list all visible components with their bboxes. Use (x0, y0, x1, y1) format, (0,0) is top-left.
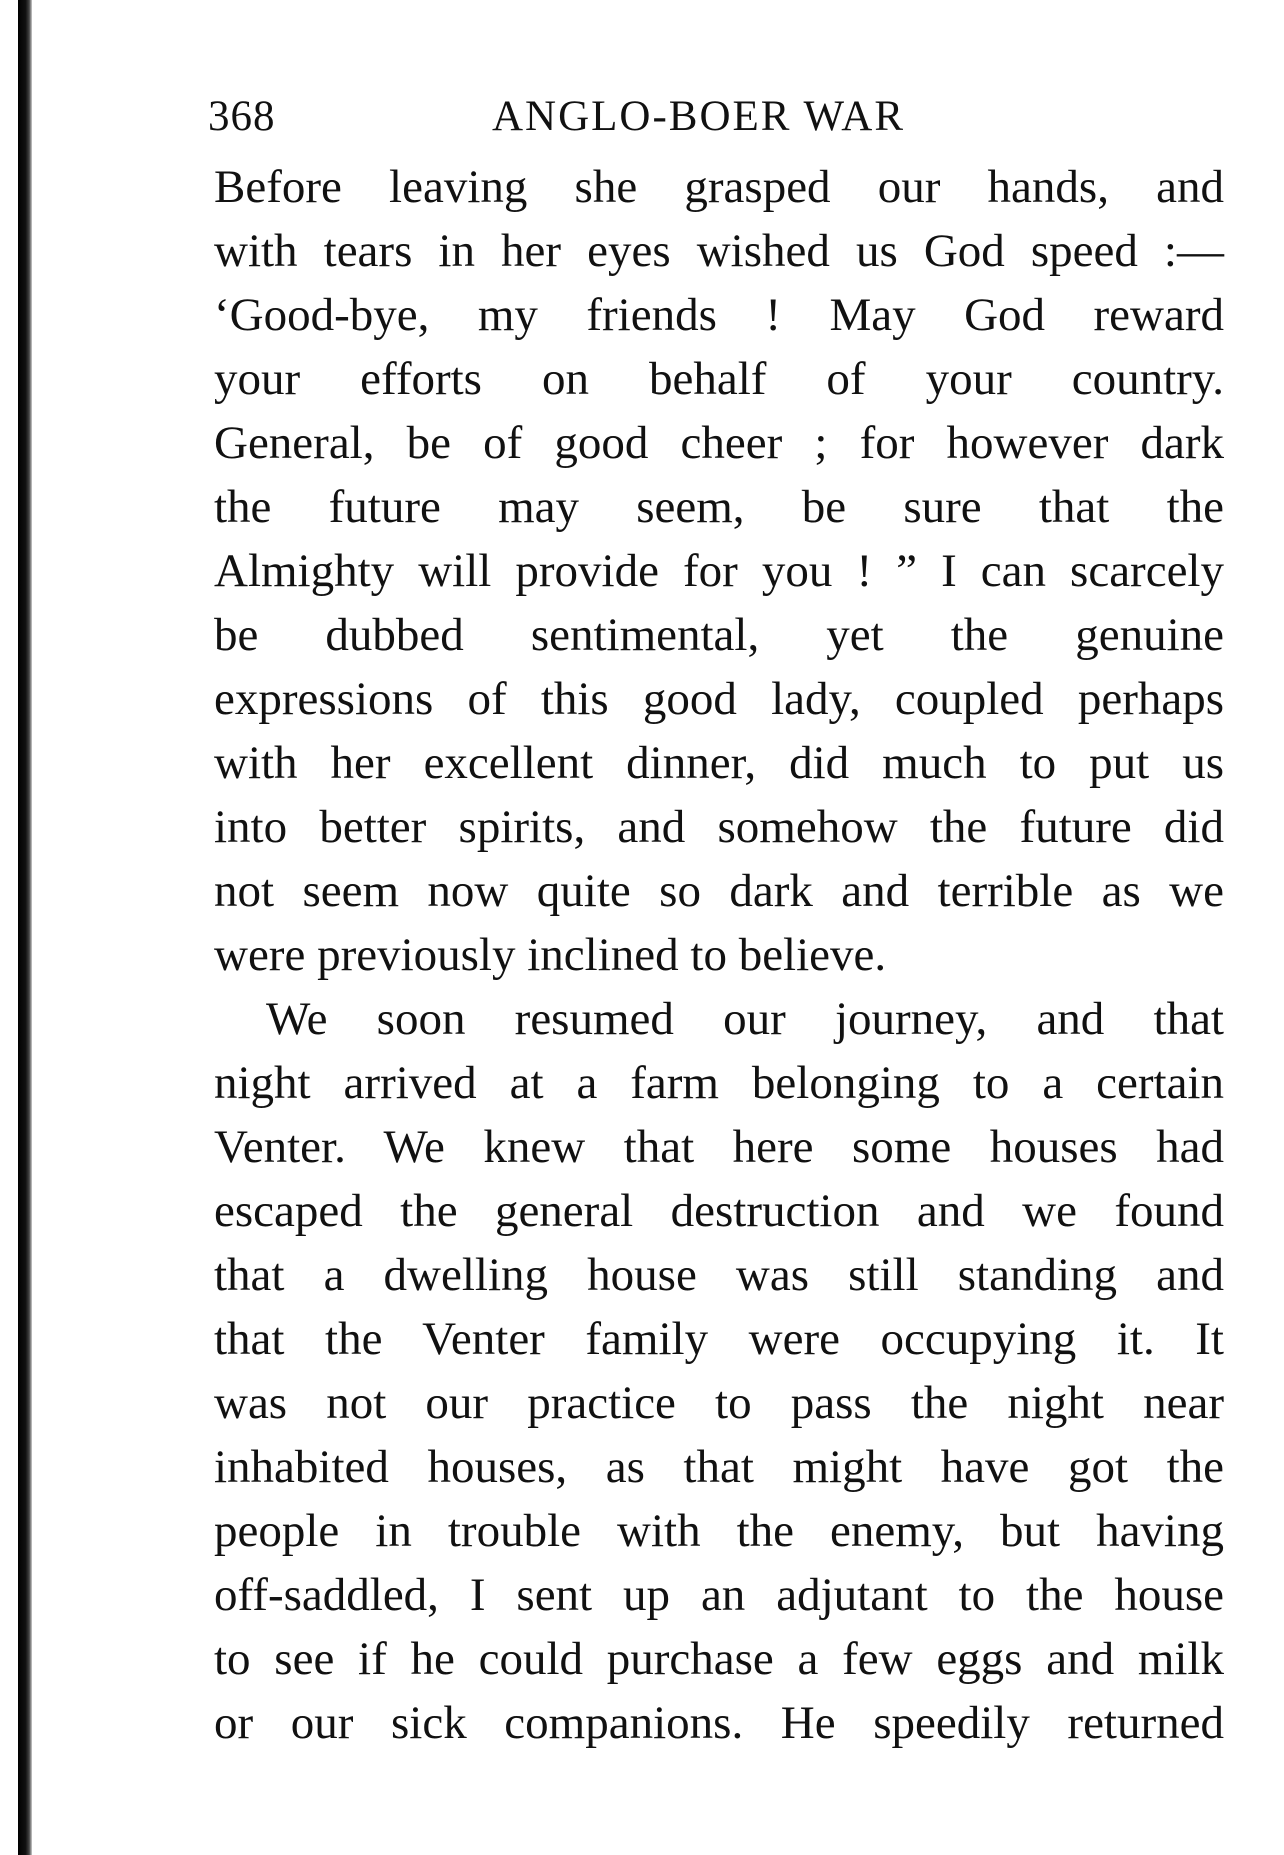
text-line: with tears in her eyes wished us God speed :— (214, 225, 1224, 277)
text-line: your efforts on behalf of your country. (214, 353, 1224, 405)
text-line: was not our practice to pass the night near (214, 1377, 1224, 1429)
text-line: expressions of this good lady, coupled perhaps (214, 673, 1224, 725)
text-line: that the Venter family were occupying it. It (214, 1313, 1224, 1365)
text-line: be dubbed sentimental, yet the genuine (214, 609, 1224, 661)
text-line: night arrived at a farm belonging to a certain (214, 1057, 1224, 1109)
running-head (208, 92, 1008, 152)
text-line: ‘Good-bye, my friends ! May God reward (214, 289, 1224, 341)
text-line: the future may seem, be sure that the (214, 481, 1224, 533)
text-line: off-saddled, I sent up an adjutant to the house (214, 1569, 1224, 1621)
text-line: to see if he could purchase a few eggs and milk (214, 1633, 1224, 1685)
running-title: ANGLO-BOER WAR (492, 93, 906, 140)
text-line: that a dwelling house was still standing and (214, 1249, 1224, 1301)
body-text (214, 155, 1224, 1755)
text-line: into better spirits, and somehow the future did (214, 801, 1224, 853)
text-line: inhabited houses, as that might have got the (214, 1441, 1224, 1493)
page-number: 368 (208, 93, 276, 140)
text-line: with her excellent dinner, did much to put us (214, 737, 1224, 789)
text-line: Almighty will provide for you ! ” I can scarcely (214, 545, 1224, 597)
text-line: Before leaving she grasped our hands, and (214, 161, 1224, 213)
text-line: Venter. We knew that here some houses had (214, 1121, 1224, 1173)
text-line: escaped the general destruction and we found (214, 1185, 1224, 1237)
text-line: General, be of good cheer ; for however dark (214, 417, 1224, 469)
text-line: not seem now quite so dark and terrible as we (214, 865, 1224, 917)
text-line: We soon resumed our journey, and that (266, 993, 1224, 1045)
text-line: were previously inclined to believe. (214, 929, 887, 981)
page-binding-shadow (18, 0, 32, 1855)
text-line: people in trouble with the enemy, but having (214, 1505, 1224, 1557)
text-line: or our sick companions. He speedily returned (214, 1697, 1224, 1749)
